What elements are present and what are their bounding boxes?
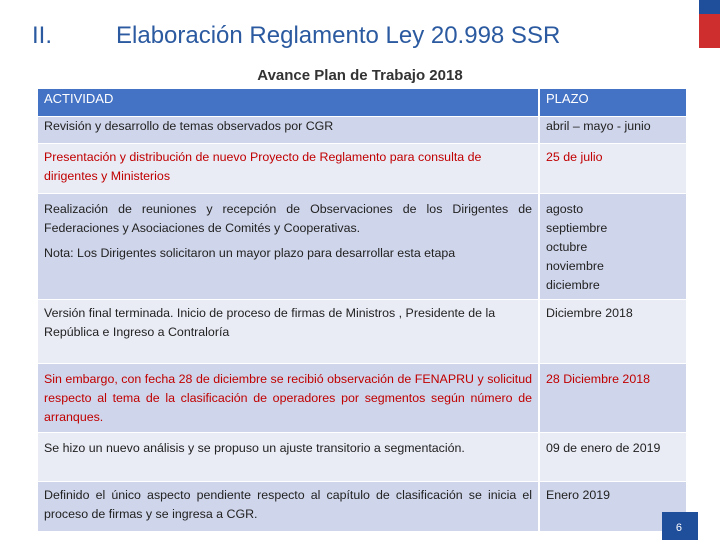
deadline-cell: 28 Diciembre 2018 <box>539 364 686 433</box>
table-row <box>38 364 686 433</box>
deadline-month: agosto <box>546 202 584 216</box>
activity-cell: Presentación y distribución de nuevo Proyecto de Reglamento para consulta de dirigentes y Ministerios <box>38 144 539 194</box>
table-row <box>38 300 686 364</box>
deadline-month: diciembre <box>546 278 600 292</box>
deadline-cell: 25 de julio <box>539 144 686 194</box>
page-number-box <box>662 512 698 540</box>
activity-text: Realización de reuniones y recepción de Observaciones de los Dirigentes de Federaciones y Asociaciones de Comités y Cooperativas. <box>44 202 532 235</box>
header-deadline: PLAZO <box>539 89 686 117</box>
page-subtitle: Avance Plan de Trabajo 2018 <box>257 67 463 84</box>
deadline-cell: 09 de enero de 2019 <box>539 433 686 482</box>
flag-blue-stripe <box>699 0 720 14</box>
deadline-cell: abril – mayo - junio <box>539 117 686 144</box>
work-plan-table <box>38 89 686 532</box>
section-number: II. <box>32 22 53 49</box>
activity-note: Nota: Los Dirigentes solicitaron un mayor plazo para desarrollar esta etapa <box>44 246 456 260</box>
activity-cell: Definido el único aspecto pendiente respecto al capítulo de clasificación se inicia el proceso de firmas y se ingresa a CGR. <box>38 482 539 532</box>
table-row <box>38 144 686 194</box>
table-row <box>38 194 686 300</box>
activity-cell: Sin embargo, con fecha 28 de diciembre se recibió observación de FENAPRU y solicitud respecto al tema de la clasificación de operadores por segmentos según número de arranques. <box>38 364 539 433</box>
deadline-month: noviembre <box>546 259 604 273</box>
page-number: 6 <box>675 522 682 534</box>
deadline-cell: Enero 2019 <box>539 482 686 532</box>
page-title: Elaboración Reglamento Ley 20.998 SSR <box>116 22 561 49</box>
table-row <box>38 433 686 482</box>
deadline-cell: Diciembre 2018 <box>539 300 686 364</box>
deadline-month: septiembre <box>546 221 608 235</box>
activity-cell <box>38 194 539 300</box>
deadline-month: octubre <box>546 240 588 254</box>
flag-red-stripe <box>699 14 720 48</box>
activity-cell: Versión final terminada. Inicio de proceso de firmas de Ministros , Presidente de la República e Ingreso a Contraloría <box>38 300 539 364</box>
table-row <box>38 117 686 144</box>
activity-cell: Se hizo un nuevo análisis y se propuso un ajuste transitorio a segmentación. <box>38 433 539 482</box>
activity-cell: Revisión y desarrollo de temas observados por CGR <box>38 117 539 144</box>
table-row <box>38 482 686 532</box>
table-header-row <box>38 89 686 117</box>
deadline-cell <box>539 194 686 300</box>
header-activity: ACTIVIDAD <box>38 89 539 117</box>
